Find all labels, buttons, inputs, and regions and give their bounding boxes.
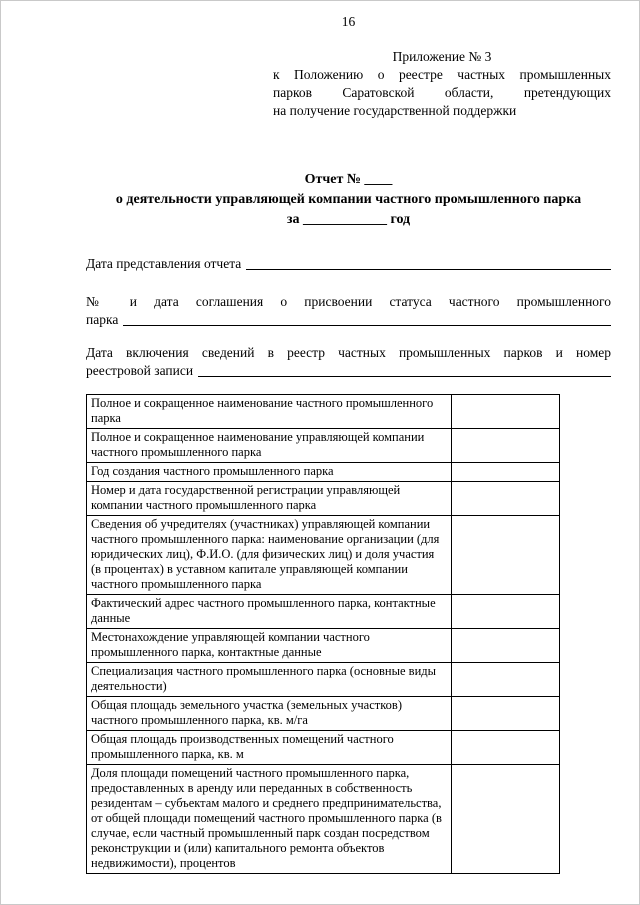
report-title-line-3: за ____________ год <box>286 212 411 227</box>
blank-underline <box>198 376 611 377</box>
row-value-cell <box>452 429 560 463</box>
appendix-line-2: парков Саратовской области, претендующих <box>273 85 611 100</box>
row-label-cell: Общая площадь земельного участка (земельных участков) частного промышленного парка, кв. м/га <box>87 697 452 731</box>
row-value-cell <box>452 663 560 697</box>
report-title-line-1: Отчет № ____ <box>304 172 393 187</box>
report-title-line-2: о деятельности управляющей компании частного промышленного парка <box>115 192 582 207</box>
table-row <box>87 765 560 874</box>
row-label-cell: Фактический адрес частного промышленного парка, контактные данные <box>87 595 452 629</box>
report-table <box>86 394 560 874</box>
row-value-cell <box>452 395 560 429</box>
field-registry-label: реестровой записи <box>86 363 194 378</box>
table-row <box>87 697 560 731</box>
field-agreement-line-1: № и дата соглашения о присвоении статуса частного промышленного <box>86 294 611 309</box>
appendix-title: Приложение № 3 <box>392 49 492 64</box>
report-title <box>86 170 611 230</box>
field-registry-line-1: Дата включения сведений в реестр частных промышленных парков и номер <box>86 345 611 360</box>
row-label-cell: Местонахождение управляющей компании частного промышленного парка, контактные данные <box>87 629 452 663</box>
row-value-cell <box>452 516 560 595</box>
row-value-cell <box>452 463 560 482</box>
row-value-cell <box>452 765 560 874</box>
table-row <box>87 463 560 482</box>
row-value-cell <box>452 731 560 765</box>
row-value-cell <box>452 629 560 663</box>
page-number: 16 <box>341 14 356 29</box>
row-label-cell: Номер и дата государственной регистрации управляющей компании частного промышленного парка <box>87 482 452 516</box>
table-row <box>87 629 560 663</box>
row-label-cell: Полное и сокращенное наименование частного промышленного парка <box>87 395 452 429</box>
field-agreement-label: парка <box>86 312 119 327</box>
appendix-line-3: на получение государственной поддержки <box>273 103 517 118</box>
table-row <box>87 595 560 629</box>
table-row <box>87 429 560 463</box>
row-label-cell: Полное и сокращенное наименование управляющей компании частного промышленного парка <box>87 429 452 463</box>
table-row <box>87 395 560 429</box>
row-label-cell: Доля площади помещений частного промышленного парка, предоставленных в аренду или переданных в собственность резидентам – субъектам малого и среднего предпринимательства, от общей площади помещений частного промышленного парка (в случае, если частный промышленный парк создан посредством реконструкции и (или) капитального ремонта объектов недвижимости), процентов <box>87 765 452 874</box>
row-value-cell <box>452 595 560 629</box>
blank-underline <box>246 269 611 270</box>
row-value-cell <box>452 482 560 516</box>
field-report-date <box>86 255 611 273</box>
table-row <box>87 731 560 765</box>
row-label-cell: Общая площадь производственных помещений частного промышленного парка, кв. м <box>87 731 452 765</box>
appendix-header <box>273 48 611 120</box>
field-agreement <box>86 293 611 329</box>
field-registry-line-2 <box>86 362 611 380</box>
field-report-date-label: Дата представления отчета <box>86 256 242 271</box>
row-label-cell: Год создания частного промышленного парка <box>87 463 452 482</box>
row-label-cell: Специализация частного промышленного парка (основные виды деятельности) <box>87 663 452 697</box>
row-label-cell: Сведения об учредителях (участниках) управляющей компании частного промышленного парка: наименование организации (для юридических лиц), Ф.И.О. (для физических лиц) и доля участия (в процентах) в уставном капитале управляющей компании частного промышленного парка <box>87 516 452 595</box>
table-row <box>87 663 560 697</box>
appendix-line-1: к Положению о реестре частных промышленных <box>273 67 611 82</box>
field-agreement-line-2 <box>86 311 611 329</box>
row-value-cell <box>452 697 560 731</box>
blank-underline <box>123 325 611 326</box>
table-row <box>87 516 560 595</box>
field-registry <box>86 344 611 380</box>
table-row <box>87 482 560 516</box>
